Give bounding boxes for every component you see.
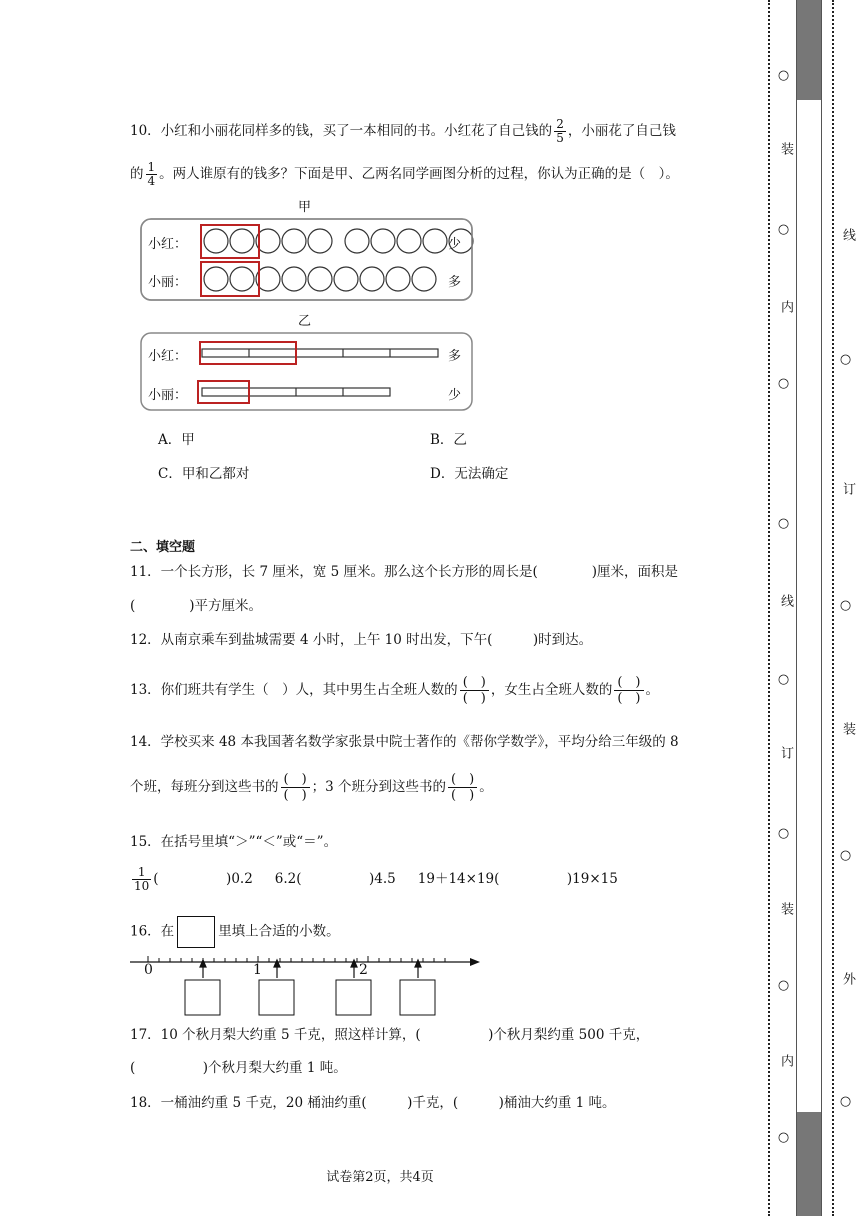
option-d[interactable]: D．无法确定 <box>430 466 509 482</box>
q13: 13．你们班共有学生（ ）人，其中男生占全班人数的 $\frac{( )}{( )}$ ，女生占全班人数的 $\frac{( )}{( )}$ 。 <box>130 675 659 706</box>
circle-mark: ○ <box>776 376 791 391</box>
q10-line2: 的 $\frac{1}{4}$ 。两人谁原有的钱多？下面是甲、乙两名同学画图分析的过程，你认为正确的是（ ）。 <box>130 160 679 188</box>
option-b[interactable]: B．乙 <box>430 432 467 448</box>
inner-char-3: 线 <box>778 594 793 607</box>
blank-fraction[interactable]: $\frac{( )}{( )}$ <box>614 675 643 706</box>
number-line <box>128 952 484 1018</box>
fraction-1-10: $\frac{1}{10}$ <box>134 865 150 893</box>
outer-char-1: 线 <box>840 228 855 241</box>
q11-line1: 11．一个长方形，长 7 厘米，宽 5 厘米。那么这个长方形的周长是( )厘米，面积是 <box>130 564 679 580</box>
circle-mark: ○ <box>776 672 791 687</box>
inner-char-5: 装 <box>778 902 793 915</box>
blank-fraction[interactable]: $\frac{( )}{( )}$ <box>448 772 477 803</box>
yi-duo-label: 多 <box>448 349 462 364</box>
figure-jia-label: 甲 <box>298 200 312 215</box>
option-c[interactable]: C．甲和乙都对 <box>158 466 250 482</box>
inner-char-1: 装 <box>778 142 793 155</box>
blank-box <box>177 916 215 948</box>
yi-xiaohong-label: 小红： <box>148 349 188 364</box>
circle-mark: ○ <box>776 222 791 237</box>
jia-xiaohong-label: 小红： <box>148 237 188 252</box>
outer-char-4: 外 <box>840 972 855 985</box>
q11-line2: ( )平方厘米。 <box>130 598 263 614</box>
q17-line1: 17．10 个秋月梨大约重 5 千克，照这样计算，( )个秋月梨约重 500 千克， <box>130 1027 650 1043</box>
dotted-line-right <box>832 0 835 1216</box>
q14-line1: 14．学校买来 48 本我国著名数学家张景中院士著作的《帮你学数学》，平均分给三年级的 8 <box>130 734 679 750</box>
section-title: 二、填空题 <box>130 540 196 555</box>
figure-jia-circles <box>140 218 474 302</box>
yi-xiaoli-label: 小丽： <box>148 388 188 403</box>
circle-mark: ○ <box>776 978 791 993</box>
binding-strip <box>796 0 822 1216</box>
q14-line2: 个班，每班分到这些书的 $\frac{( )}{( )}$ ；3 个班分到这些书的 $\frac{( )}{( )}$ 。 <box>130 772 493 803</box>
circle-mark: ○ <box>776 68 791 83</box>
inner-char-2: 内 <box>778 300 793 313</box>
binding-margin <box>760 0 860 1216</box>
blank-fraction[interactable]: $\frac{( )}{( )}$ <box>460 675 489 706</box>
outer-char-3: 装 <box>840 722 855 735</box>
option-a[interactable]: A．甲 <box>158 432 195 448</box>
circle-mark: ○ <box>838 848 853 863</box>
blank-fraction[interactable]: $\frac{( )}{( )}$ <box>281 772 310 803</box>
circle-mark: ○ <box>838 1094 853 1109</box>
strip-shade-top <box>797 0 821 100</box>
jia-shao-label: 少 <box>448 237 462 252</box>
q17-line2: ( )个秋月梨大约重 1 吨。 <box>130 1060 347 1076</box>
q12: 12．从南京乘车到盐城需要 4 小时，上午 10 时出发，下午( )时到达。 <box>130 632 593 648</box>
q18: 18．一桶油约重 5 千克，20 桶油约重( )千克，( )桶油大约重 1 吨。 <box>130 1095 616 1111</box>
dotted-line-left <box>768 0 771 1216</box>
inner-char-6: 内 <box>778 1054 793 1067</box>
jia-duo-label: 多 <box>448 275 462 290</box>
tick-1: 1 <box>253 962 262 978</box>
inner-char-4: 订 <box>778 746 793 759</box>
outer-char-2: 订 <box>840 482 855 495</box>
q15-title: 15．在括号里填“＞”“＜”或“＝”。 <box>130 834 338 850</box>
figure-yi-label: 乙 <box>298 314 312 329</box>
tick-2: 2 <box>359 962 368 978</box>
circle-mark: ○ <box>776 516 791 531</box>
circle-mark: ○ <box>776 826 791 841</box>
q16-text: 16．在 里填上合适的小数。 <box>130 916 340 948</box>
circle-mark: ○ <box>776 1130 791 1145</box>
page-footer: 试卷第2页，共4页 <box>326 1170 434 1185</box>
circle-mark: ○ <box>838 352 853 367</box>
q15-comparisons: $\frac{1}{10}$ ( )0.2 6.2( )4.5 19＋14×19( )19×15 <box>134 865 618 893</box>
strip-shade-bottom <box>797 1112 821 1216</box>
figure-yi <box>140 332 474 412</box>
yi-shao-label: 少 <box>448 388 462 403</box>
jia-xiaoli-label: 小丽： <box>148 275 188 290</box>
circle-mark: ○ <box>838 598 853 613</box>
tick-0: 0 <box>144 962 153 978</box>
fraction-1-4: $\frac{1}{4}$ <box>147 160 156 188</box>
fraction-2-5: $\frac{2}{5}$ <box>556 117 564 145</box>
q10-line1: 10．小红和小丽花同样多的钱，买了一本相同的书。小红花了自己钱的 $\frac{2}{5}$ ，小丽花了自己钱 <box>130 117 676 145</box>
